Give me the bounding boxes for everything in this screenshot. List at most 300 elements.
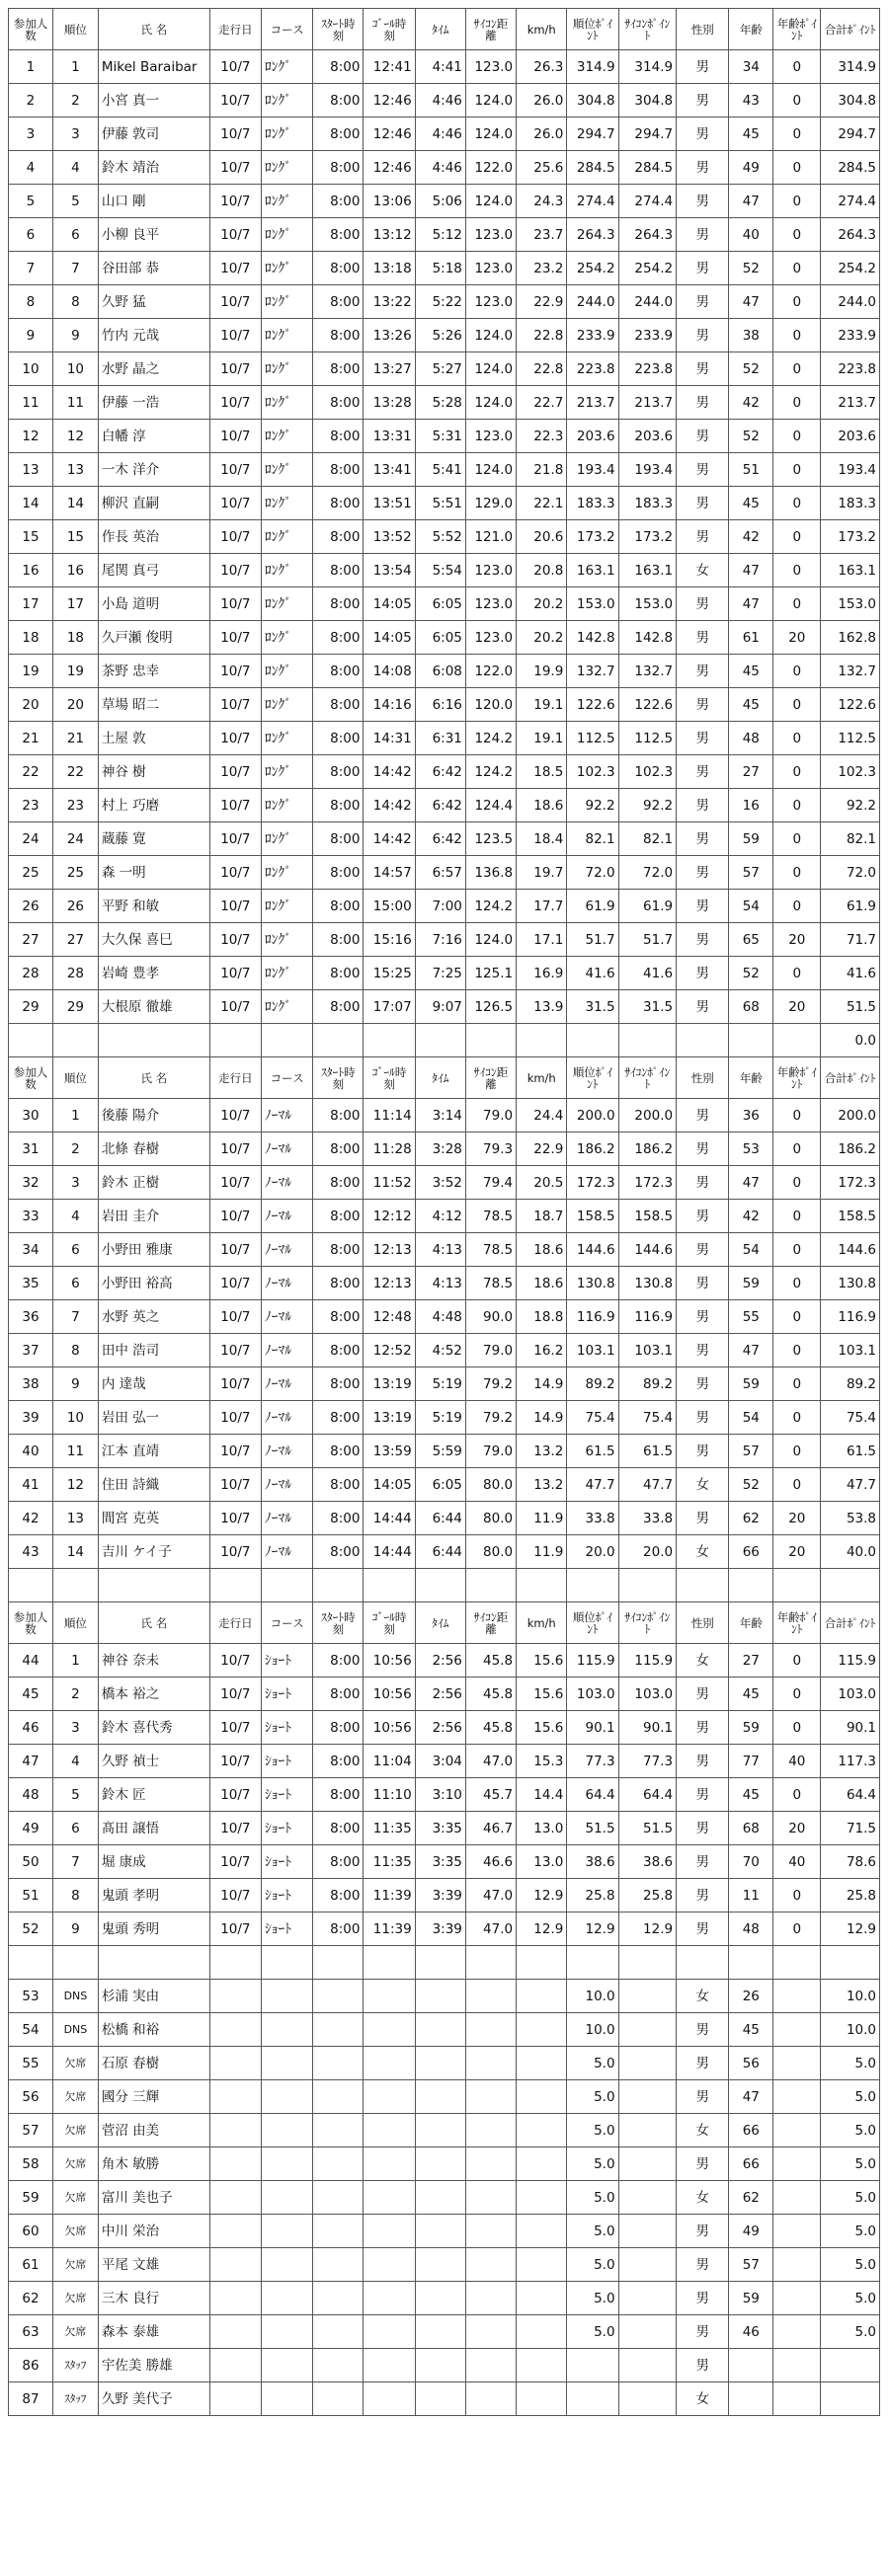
cell-entry-no: 20 — [9, 688, 53, 722]
cell-date: 10/7 — [209, 890, 261, 923]
cell-start-time: 8:00 — [313, 722, 364, 755]
spacer-row — [9, 1569, 880, 1602]
cell-start-time: 8:00 — [313, 1502, 364, 1535]
cell-age-points: 20 — [773, 1812, 821, 1845]
cell-age: 47 — [729, 2080, 773, 2114]
cell-start-time: 8:00 — [313, 957, 364, 990]
cell-goal-time: 13:19 — [364, 1367, 415, 1401]
table-row — [9, 1468, 880, 1502]
cell-gender: 男 — [677, 587, 729, 621]
cell-date: 10/7 — [209, 1132, 261, 1166]
cell-rank: 3 — [52, 117, 98, 151]
cell-cycle-points — [618, 2047, 677, 2080]
cell-date — [209, 2349, 261, 2382]
cell-age-points: 0 — [773, 453, 821, 487]
cell-course: ﾉｰﾏﾙ — [262, 1267, 313, 1300]
cell-total-points: 112.5 — [821, 722, 880, 755]
cell-rank: 欠席 — [52, 2181, 98, 2215]
table-row — [9, 420, 880, 453]
cell-rank: 欠席 — [52, 2248, 98, 2282]
cell-start-time — [313, 2047, 364, 2080]
cell-cycle-points — [618, 2013, 677, 2047]
cell-cycle-points: 103.1 — [618, 1334, 677, 1367]
cell-time: 7:25 — [415, 957, 465, 990]
cell-start-time: 8:00 — [313, 621, 364, 655]
header-cycle-points: ｻｲｺﾝﾎﾟｲﾝﾄ — [618, 1602, 677, 1644]
cell-speed: 18.7 — [517, 1200, 567, 1233]
cell-cycle-points: 183.3 — [618, 487, 677, 520]
cell-age-points: 0 — [773, 688, 821, 722]
header-distance: ｻｲｺﾝ距離 — [465, 9, 516, 50]
empty-cell — [209, 1024, 261, 1057]
table-row — [9, 2315, 880, 2349]
cell-course: ﾉｰﾏﾙ — [262, 1435, 313, 1468]
cell-start-time: 8:00 — [313, 1912, 364, 1946]
table-row — [9, 2114, 880, 2147]
cell-date — [209, 2147, 261, 2181]
cell-start-time — [313, 2248, 364, 2282]
cell-total-points: 78.6 — [821, 1845, 880, 1879]
cell-time: 3:14 — [415, 1099, 465, 1132]
cell-rank-points: 41.6 — [567, 957, 618, 990]
empty-cell — [567, 1569, 618, 1602]
cell-rank: 20 — [52, 688, 98, 722]
cell-rank-points: 142.8 — [567, 621, 618, 655]
empty-cell — [98, 1946, 209, 1980]
cell-age-points: 0 — [773, 151, 821, 185]
cell-distance: 78.5 — [465, 1267, 516, 1300]
cell-course: ﾉｰﾏﾙ — [262, 1132, 313, 1166]
cell-age-points: 0 — [773, 84, 821, 117]
cell-age: 47 — [729, 554, 773, 587]
spacer-row — [9, 1946, 880, 1980]
cell-rank-points: 103.0 — [567, 1678, 618, 1711]
cell-rank-points — [567, 2382, 618, 2416]
cell-rank-points: 122.6 — [567, 688, 618, 722]
cell-speed: 26.0 — [517, 84, 567, 117]
cell-total-points: 71.5 — [821, 1812, 880, 1845]
cell-gender: 男 — [677, 2047, 729, 2080]
cell-distance: 124.4 — [465, 789, 516, 822]
cell-age: 48 — [729, 1912, 773, 1946]
cell-distance: 46.6 — [465, 1845, 516, 1879]
cell-time: 4:12 — [415, 1200, 465, 1233]
table-row — [9, 1812, 880, 1845]
cell-goal-time: 17:07 — [364, 990, 415, 1024]
cell-age-points: 0 — [773, 252, 821, 285]
cell-speed: 19.1 — [517, 688, 567, 722]
cell-age-points: 0 — [773, 1132, 821, 1166]
cell-rank: 23 — [52, 789, 98, 822]
table-row — [9, 520, 880, 554]
cell-rank: 8 — [52, 285, 98, 319]
cell-distance: 123.0 — [465, 285, 516, 319]
cell-total-points: 153.0 — [821, 587, 880, 621]
cell-name: 鈴木 匠 — [98, 1778, 209, 1812]
cell-course: ｼｮｰﾄ — [262, 1879, 313, 1912]
cell-distance: 78.5 — [465, 1233, 516, 1267]
cell-name: 久野 美代子 — [98, 2382, 209, 2416]
cell-start-time: 8:00 — [313, 50, 364, 84]
cell-course: ﾛﾝｸﾞ — [262, 722, 313, 755]
cell-speed: 22.9 — [517, 1132, 567, 1166]
cell-date — [209, 2181, 261, 2215]
cell-speed: 16.9 — [517, 957, 567, 990]
empty-cell — [465, 1569, 516, 1602]
cell-age: 61 — [729, 621, 773, 655]
table-row — [9, 2248, 880, 2282]
cell-name: 伊藤 一浩 — [98, 386, 209, 420]
cell-distance: 78.5 — [465, 1200, 516, 1233]
cell-rank-points: 12.9 — [567, 1912, 618, 1946]
cell-start-time: 8:00 — [313, 386, 364, 420]
cell-course: ﾉｰﾏﾙ — [262, 1502, 313, 1535]
cell-total-points: 304.8 — [821, 84, 880, 117]
cell-age: 57 — [729, 856, 773, 890]
cell-age: 42 — [729, 1200, 773, 1233]
cell-date — [209, 2013, 261, 2047]
cell-rank-points: 186.2 — [567, 1132, 618, 1166]
cell-entry-no: 46 — [9, 1711, 53, 1745]
cell-time: 5:54 — [415, 554, 465, 587]
cell-age-points — [773, 2282, 821, 2315]
header-cycle-points: ｻｲｺﾝﾎﾟｲﾝﾄ — [618, 1057, 677, 1099]
cell-course — [262, 2114, 313, 2147]
cell-start-time: 8:00 — [313, 84, 364, 117]
cell-course: ﾛﾝｸﾞ — [262, 587, 313, 621]
cell-date: 10/7 — [209, 1711, 261, 1745]
cell-age: 77 — [729, 1745, 773, 1778]
cell-time: 4:13 — [415, 1233, 465, 1267]
empty-cell — [465, 1946, 516, 1980]
header-speed: km/h — [517, 1057, 567, 1099]
cell-age: 54 — [729, 1233, 773, 1267]
cell-entry-no: 31 — [9, 1132, 53, 1166]
cell-distance — [465, 2349, 516, 2382]
cell-course — [262, 2013, 313, 2047]
cell-rank: 26 — [52, 890, 98, 923]
cell-entry-no: 48 — [9, 1778, 53, 1812]
cell-rank: 13 — [52, 453, 98, 487]
cell-start-time: 8:00 — [313, 1812, 364, 1845]
cell-goal-time: 11:39 — [364, 1912, 415, 1946]
cell-gender: 男 — [677, 352, 729, 386]
cell-goal-time: 14:44 — [364, 1535, 415, 1569]
table-row — [9, 2013, 880, 2047]
cell-rank-points: 112.5 — [567, 722, 618, 755]
cell-time: 6:42 — [415, 755, 465, 789]
cell-distance: 45.7 — [465, 1778, 516, 1812]
cell-course: ﾛﾝｸﾞ — [262, 990, 313, 1024]
cell-entry-no: 9 — [9, 319, 53, 352]
header-date: 走行日 — [209, 1602, 261, 1644]
cell-rank: 5 — [52, 1778, 98, 1812]
cell-rank: 2 — [52, 1678, 98, 1711]
table-row — [9, 1099, 880, 1132]
cell-course: ﾛﾝｸﾞ — [262, 218, 313, 252]
cell-start-time — [313, 2382, 364, 2416]
header-row — [9, 1057, 880, 1099]
cell-entry-no: 38 — [9, 1367, 53, 1401]
table-row — [9, 453, 880, 487]
header-entry-no: 参加人数 — [9, 1602, 53, 1644]
cell-course: ﾛﾝｸﾞ — [262, 755, 313, 789]
cell-cycle-points — [618, 2282, 677, 2315]
cell-goal-time: 10:56 — [364, 1678, 415, 1711]
cell-age: 36 — [729, 1099, 773, 1132]
cell-time: 7:00 — [415, 890, 465, 923]
cell-age: 59 — [729, 1711, 773, 1745]
cell-cycle-points: 64.4 — [618, 1778, 677, 1812]
empty-cell — [821, 1569, 880, 1602]
cell-cycle-points: 61.5 — [618, 1435, 677, 1468]
cell-age: 52 — [729, 352, 773, 386]
cell-age-points: 0 — [773, 1267, 821, 1300]
empty-cell — [9, 1946, 53, 1980]
cell-speed — [517, 2114, 567, 2147]
cell-start-time: 8:00 — [313, 453, 364, 487]
cell-rank: 欠席 — [52, 2080, 98, 2114]
cell-date: 10/7 — [209, 1435, 261, 1468]
cell-course: ﾉｰﾏﾙ — [262, 1535, 313, 1569]
cell-start-time: 8:00 — [313, 789, 364, 822]
cell-name: 石原 春樹 — [98, 2047, 209, 2080]
cell-rank: ｽﾀｯﾌ — [52, 2349, 98, 2382]
table-row — [9, 1879, 880, 1912]
cell-course: ﾉｰﾏﾙ — [262, 1334, 313, 1367]
cell-speed: 18.8 — [517, 1300, 567, 1334]
cell-total-points: 314.9 — [821, 50, 880, 84]
cell-speed: 15.6 — [517, 1644, 567, 1678]
cell-goal-time: 15:25 — [364, 957, 415, 990]
cell-goal-time: 14:42 — [364, 822, 415, 856]
cell-cycle-points: 103.0 — [618, 1678, 677, 1711]
cell-date: 10/7 — [209, 285, 261, 319]
cell-speed — [517, 2382, 567, 2416]
cell-name: 北條 春樹 — [98, 1132, 209, 1166]
cell-gender: 男 — [677, 1200, 729, 1233]
cell-date — [209, 2215, 261, 2248]
cell-cycle-points: 158.5 — [618, 1200, 677, 1233]
cell-distance: 126.5 — [465, 990, 516, 1024]
cell-distance: 79.4 — [465, 1166, 516, 1200]
cell-start-time — [313, 2282, 364, 2315]
empty-cell — [209, 1946, 261, 1980]
cell-rank-points: 82.1 — [567, 822, 618, 856]
empty-cell — [313, 1569, 364, 1602]
cell-cycle-points — [618, 1980, 677, 2013]
cell-gender: 男 — [677, 1912, 729, 1946]
cell-name: 松橋 和裕 — [98, 2013, 209, 2047]
cell-time: 2:56 — [415, 1711, 465, 1745]
cell-start-time: 8:00 — [313, 1879, 364, 1912]
cell-gender: 男 — [677, 520, 729, 554]
cell-distance: 122.0 — [465, 655, 516, 688]
cell-gender: 女 — [677, 1535, 729, 1569]
cell-rank-points: 294.7 — [567, 117, 618, 151]
header-gender: 性別 — [677, 1057, 729, 1099]
empty-cell — [517, 1024, 567, 1057]
cell-date — [209, 2047, 261, 2080]
cell-goal-time: 13:18 — [364, 252, 415, 285]
cell-speed: 11.9 — [517, 1535, 567, 1569]
header-rank: 順位 — [52, 1602, 98, 1644]
cell-time — [415, 2114, 465, 2147]
header-course: コース — [262, 1057, 313, 1099]
cell-rank: 14 — [52, 487, 98, 520]
cell-total-points: 186.2 — [821, 1132, 880, 1166]
cell-name: 小野田 雅康 — [98, 1233, 209, 1267]
header-row — [9, 1602, 880, 1644]
cell-goal-time: 11:28 — [364, 1132, 415, 1166]
cell-total-points: 90.1 — [821, 1711, 880, 1745]
cell-name: 岩田 圭介 — [98, 1200, 209, 1233]
cell-course: ﾉｰﾏﾙ — [262, 1300, 313, 1334]
cell-age-points: 0 — [773, 957, 821, 990]
cell-distance — [465, 2114, 516, 2147]
cell-distance: 122.0 — [465, 151, 516, 185]
cell-rank-points: 5.0 — [567, 2282, 618, 2315]
cell-age: 52 — [729, 957, 773, 990]
cell-date: 10/7 — [209, 1644, 261, 1678]
empty-cell — [415, 1946, 465, 1980]
empty-cell — [517, 1946, 567, 1980]
cell-age: 62 — [729, 2181, 773, 2215]
cell-total-points: 75.4 — [821, 1401, 880, 1435]
cell-rank-points: 64.4 — [567, 1778, 618, 1812]
cell-start-time: 8:00 — [313, 1267, 364, 1300]
cell-total-points: 132.7 — [821, 655, 880, 688]
empty-cell — [9, 1024, 53, 1057]
cell-rank-points: 61.5 — [567, 1435, 618, 1468]
cell-cycle-points: 122.6 — [618, 688, 677, 722]
cell-age: 54 — [729, 890, 773, 923]
cell-gender: 男 — [677, 1401, 729, 1435]
table-row — [9, 655, 880, 688]
cell-name: 平野 和敏 — [98, 890, 209, 923]
header-gender: 性別 — [677, 1602, 729, 1644]
cell-cycle-points — [618, 2147, 677, 2181]
cell-total-points: 5.0 — [821, 2080, 880, 2114]
cell-entry-no: 47 — [9, 1745, 53, 1778]
cell-date: 10/7 — [209, 923, 261, 957]
table-row — [9, 587, 880, 621]
cell-date: 10/7 — [209, 1535, 261, 1569]
table-row — [9, 1912, 880, 1946]
cell-age-points: 0 — [773, 722, 821, 755]
cell-total-points — [821, 2382, 880, 2416]
table-row — [9, 1845, 880, 1879]
cell-gender: 男 — [677, 2013, 729, 2047]
cell-time: 4:46 — [415, 151, 465, 185]
table-row — [9, 1745, 880, 1778]
cell-speed: 13.0 — [517, 1845, 567, 1879]
cell-total-points: 12.9 — [821, 1912, 880, 1946]
empty-cell — [465, 1024, 516, 1057]
cell-gender: 男 — [677, 1879, 729, 1912]
cell-entry-no: 41 — [9, 1468, 53, 1502]
cell-age-points: 20 — [773, 1502, 821, 1535]
cell-date: 10/7 — [209, 1334, 261, 1367]
cell-distance: 79.0 — [465, 1099, 516, 1132]
cell-age-points: 0 — [773, 487, 821, 520]
cell-speed: 23.2 — [517, 252, 567, 285]
cell-speed: 18.6 — [517, 1267, 567, 1300]
cell-entry-no: 14 — [9, 487, 53, 520]
cell-total-points: 162.8 — [821, 621, 880, 655]
cell-cycle-points: 193.4 — [618, 453, 677, 487]
cell-speed: 26.3 — [517, 50, 567, 84]
cell-total-points: 10.0 — [821, 2013, 880, 2047]
cell-cycle-points: 186.2 — [618, 1132, 677, 1166]
cell-rank: 3 — [52, 1711, 98, 1745]
cell-entry-no: 44 — [9, 1644, 53, 1678]
cell-rank: 1 — [52, 1099, 98, 1132]
empty-cell — [313, 1024, 364, 1057]
cell-gender: 男 — [677, 655, 729, 688]
cell-name: 橋本 裕之 — [98, 1678, 209, 1711]
empty-cell — [677, 1569, 729, 1602]
cell-age: 47 — [729, 587, 773, 621]
cell-entry-no: 30 — [9, 1099, 53, 1132]
cell-time — [415, 2215, 465, 2248]
cell-age: 42 — [729, 520, 773, 554]
cell-gender: 女 — [677, 1644, 729, 1678]
cell-rank-points: 172.3 — [567, 1166, 618, 1200]
empty-cell — [821, 1946, 880, 1980]
cell-goal-time: 13:51 — [364, 487, 415, 520]
cell-rank-points: 92.2 — [567, 789, 618, 822]
cell-gender: 女 — [677, 2114, 729, 2147]
cell-entry-no: 57 — [9, 2114, 53, 2147]
cell-rank-points: 200.0 — [567, 1099, 618, 1132]
cell-date: 10/7 — [209, 1166, 261, 1200]
cell-rank-points: 5.0 — [567, 2114, 618, 2147]
table-row — [9, 1678, 880, 1711]
cell-course: ﾛﾝｸﾞ — [262, 789, 313, 822]
cell-total-points: 144.6 — [821, 1233, 880, 1267]
cell-speed — [517, 2013, 567, 2047]
header-start-time: ｽﾀｰﾄ時刻 — [313, 9, 364, 50]
cell-course: ﾉｰﾏﾙ — [262, 1401, 313, 1435]
cell-gender: 男 — [677, 1711, 729, 1745]
cell-gender: 男 — [677, 117, 729, 151]
cell-course: ｼｮｰﾄ — [262, 1845, 313, 1879]
cell-total-points: 193.4 — [821, 453, 880, 487]
cell-rank: 10 — [52, 352, 98, 386]
cell-gender: 男 — [677, 957, 729, 990]
cell-name: 伊藤 敦司 — [98, 117, 209, 151]
cell-date: 10/7 — [209, 386, 261, 420]
empty-cell — [262, 1946, 313, 1980]
cell-start-time — [313, 2080, 364, 2114]
cell-rank-points: 5.0 — [567, 2248, 618, 2282]
cell-time: 4:46 — [415, 84, 465, 117]
cell-start-time — [313, 2315, 364, 2349]
table-row — [9, 1233, 880, 1267]
cell-speed: 22.3 — [517, 420, 567, 453]
cell-course — [262, 2080, 313, 2114]
cell-total-points: 244.0 — [821, 285, 880, 319]
cell-goal-time — [364, 2315, 415, 2349]
cell-time: 3:35 — [415, 1812, 465, 1845]
cell-cycle-points: 203.6 — [618, 420, 677, 453]
cell-gender: 男 — [677, 1132, 729, 1166]
cell-date: 10/7 — [209, 84, 261, 117]
cell-course: ｼｮｰﾄ — [262, 1678, 313, 1711]
cell-name: 大根原 徹雄 — [98, 990, 209, 1024]
cell-course: ﾛﾝｸﾞ — [262, 453, 313, 487]
